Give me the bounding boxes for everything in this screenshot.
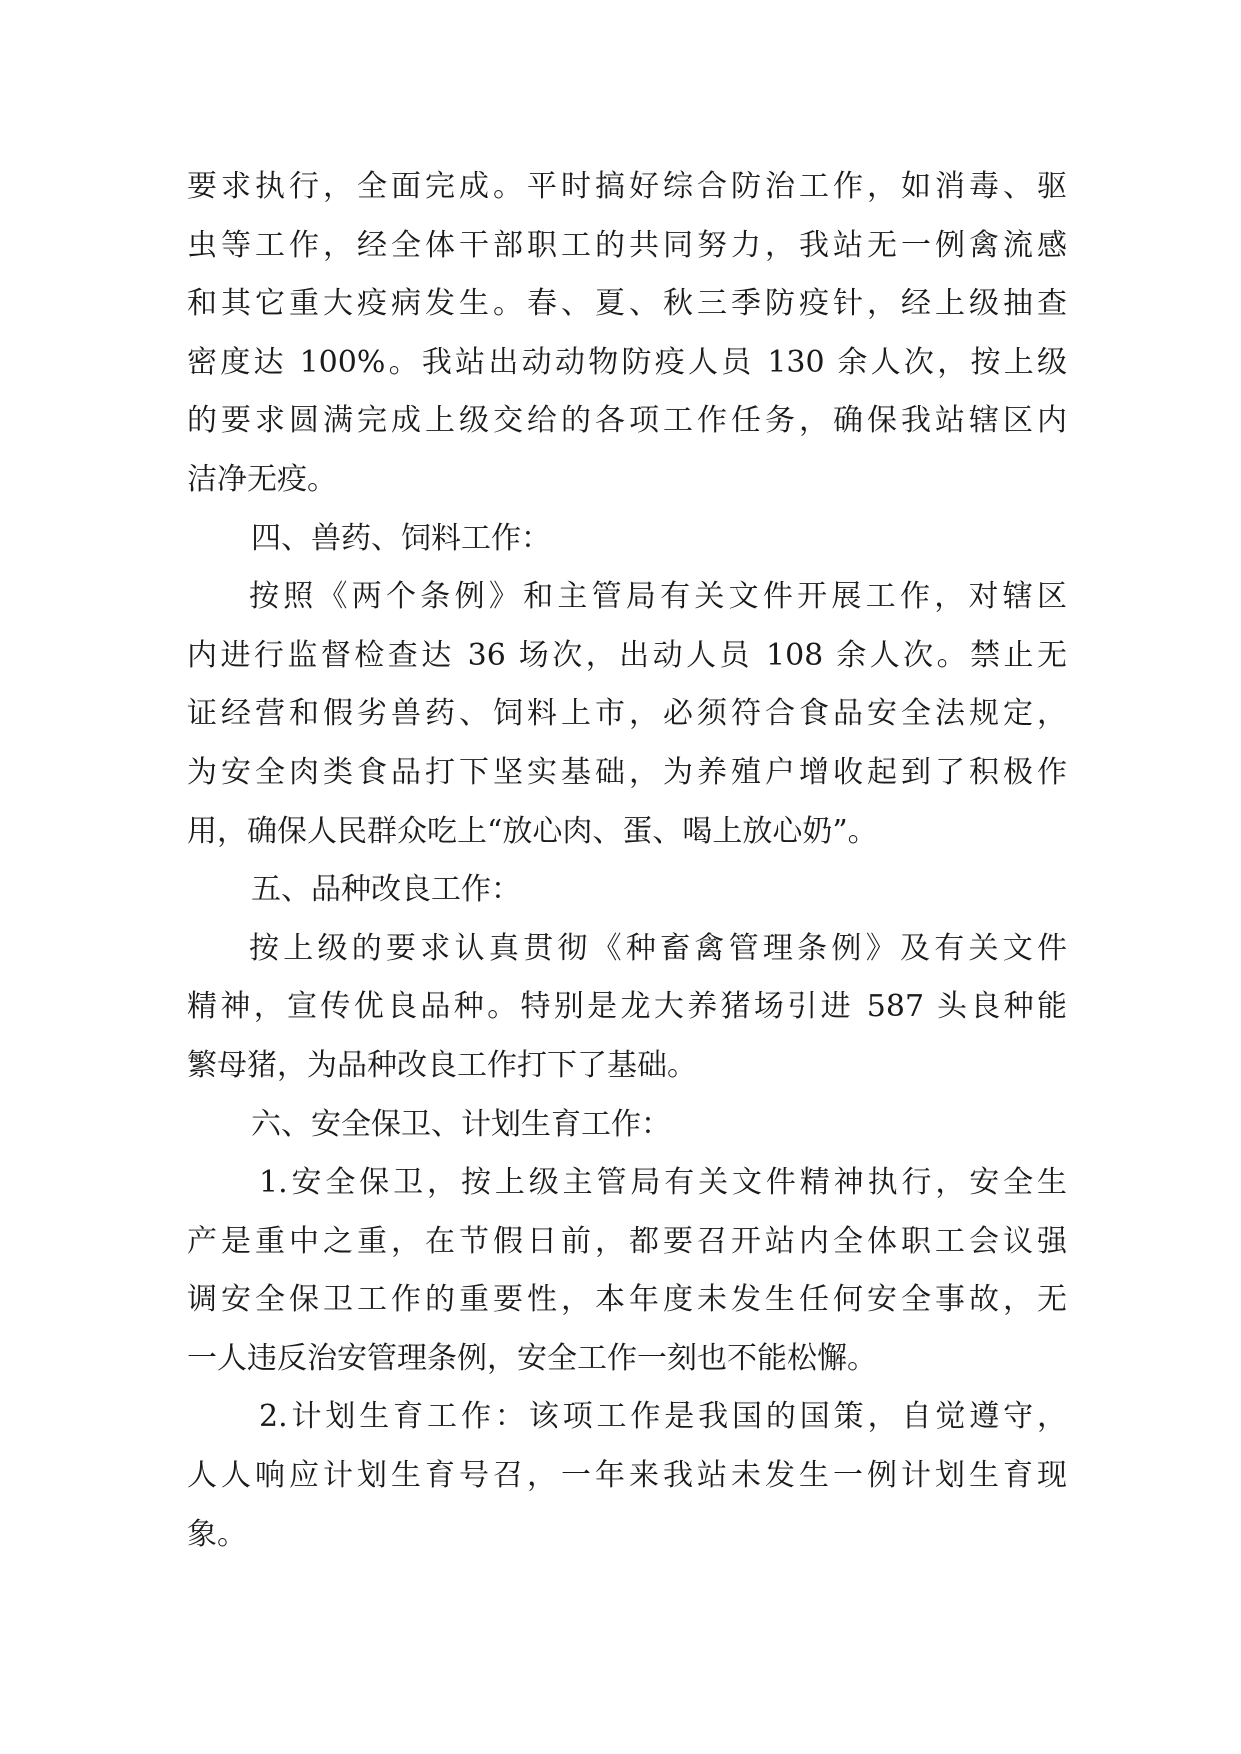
paragraph-line: 按上级的要求认真贯彻《种畜禽管理条例》及有关文件 bbox=[249, 930, 1067, 966]
paragraph-line: 用，确保人民群众吃上“放心肉、蛋、喝上放心奶”。 bbox=[187, 813, 878, 849]
section-heading: 六、安全保卫、计划生育工作： bbox=[251, 1106, 671, 1142]
paragraph-line: 内进行监督检查达 36 场次，出动人员 108 余人次。禁止无 bbox=[187, 637, 1067, 673]
paragraph-line: 繁母猪，为品种改良工作打下了基础。 bbox=[187, 1047, 697, 1083]
paragraph-line: 虫等工作，经全体干部职工的共同努力，我站无一例禽流感 bbox=[187, 227, 1067, 263]
paragraph-line: 精神，宣传优良品种。特别是龙大养猪场引进 587 头良种能 bbox=[187, 989, 1067, 1025]
paragraph-line: 证经营和假劣兽药、饲料上市，必须符合食品安全法规定， bbox=[187, 696, 1067, 732]
paragraph-line: 洁净无疫。 bbox=[187, 461, 337, 497]
paragraph-line: 一人违反治安管理条例，安全工作一刻也不能松懈。 bbox=[187, 1340, 877, 1376]
paragraph-line: 要求执行，全面完成。平时搞好综合防治工作，如消毒、驱 bbox=[187, 169, 1067, 204]
numbered-item-line: 2.计划生育工作：该项工作是我国的国策，自觉遵守， bbox=[259, 1399, 1067, 1435]
section-heading: 五、品种改良工作： bbox=[251, 872, 521, 908]
document-body bbox=[187, 158, 1067, 1564]
paragraph-line: 产是重中之重，在节假日前，都要召开站内全体职工会议强 bbox=[187, 1223, 1067, 1259]
paragraph-line: 人人响应计划生育号召，一年来我站未发生一例计划生育现 bbox=[187, 1458, 1067, 1494]
paragraph-line: 的要求圆满完成上级交给的各项工作任务，确保我站辖区内 bbox=[187, 403, 1067, 439]
section-heading: 四、兽药、饲料工作： bbox=[251, 520, 551, 556]
numbered-item-line: 1.安全保卫，按上级主管局有关文件精神执行，安全生 bbox=[259, 1165, 1067, 1201]
paragraph-line: 为安全肉类食品打下坚实基础，为养殖户增收起到了积极作 bbox=[187, 754, 1067, 790]
paragraph-line: 按照《两个条例》和主管局有关文件开展工作，对辖区 bbox=[249, 579, 1067, 615]
paragraph-line: 密度达 100%。我站出动动物防疫人员 130 余人次，按上级 bbox=[187, 344, 1067, 380]
paragraph-line: 调安全保卫工作的重要性，本年度未发生任何安全事故，无 bbox=[187, 1282, 1067, 1318]
paragraph-line: 象。 bbox=[187, 1516, 247, 1552]
paragraph-line: 和其它重大疫病发生。春、夏、秋三季防疫针，经上级抽查 bbox=[187, 286, 1067, 322]
